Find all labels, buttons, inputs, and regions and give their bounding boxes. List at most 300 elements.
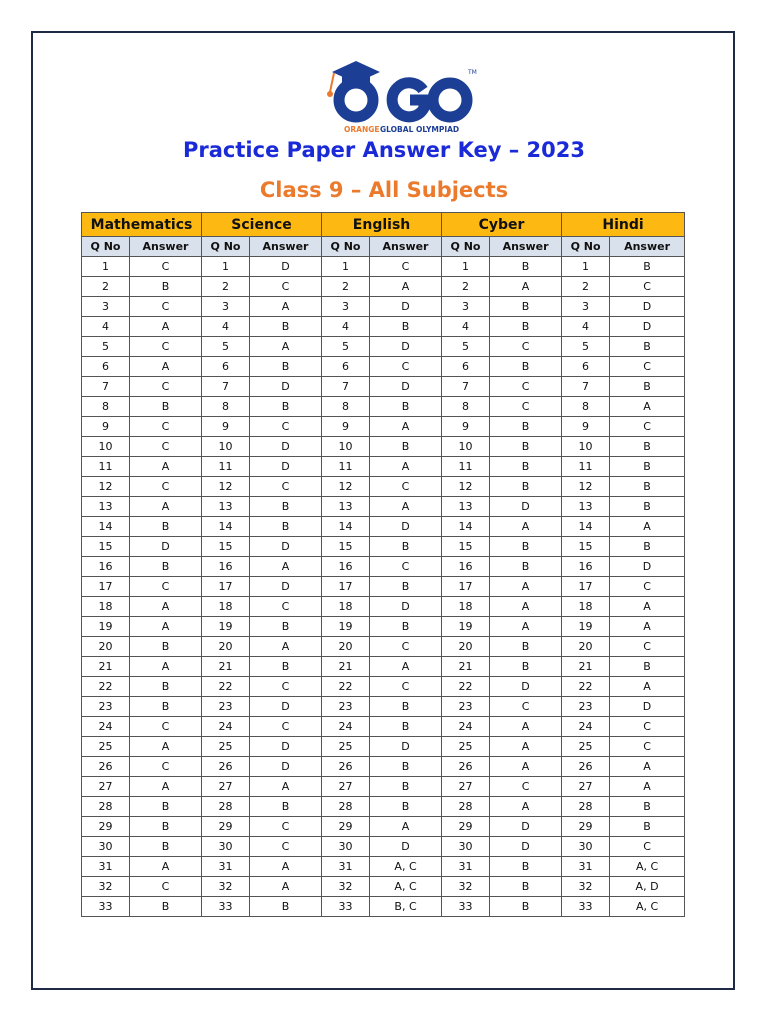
answer-cell: D: [370, 337, 442, 357]
qno-cell: 26: [82, 757, 130, 777]
table-row: [82, 657, 685, 677]
qno-cell: 15: [82, 537, 130, 557]
answer-cell: D: [490, 677, 562, 697]
table-row: [82, 277, 685, 297]
answer-cell: C: [130, 437, 202, 457]
qno-cell: 23: [442, 697, 490, 717]
answer-cell: D: [610, 297, 685, 317]
answer-cell: D: [250, 757, 322, 777]
qno-cell: 9: [82, 417, 130, 437]
qno-cell: 7: [562, 377, 610, 397]
qno-cell: 12: [442, 477, 490, 497]
qno-cell: 32: [562, 877, 610, 897]
table-row: [82, 457, 685, 477]
answer-cell: B: [490, 317, 562, 337]
qno-cell: 11: [322, 457, 370, 477]
qno-cell: 15: [322, 537, 370, 557]
answer-cell: A: [130, 357, 202, 377]
answer-cell: B: [490, 537, 562, 557]
answer-cell: B: [130, 837, 202, 857]
qno-cell: 25: [82, 737, 130, 757]
qno-cell: 8: [442, 397, 490, 417]
qno-cell: 30: [82, 837, 130, 857]
answer-cell: A: [490, 797, 562, 817]
qno-cell: 14: [82, 517, 130, 537]
qno-cell: 18: [322, 597, 370, 617]
answer-cell: D: [610, 317, 685, 337]
answer-cell: C: [130, 577, 202, 597]
qno-cell: 3: [322, 297, 370, 317]
qno-cell: 22: [562, 677, 610, 697]
qno-cell: 5: [322, 337, 370, 357]
answer-cell: A: [610, 397, 685, 417]
answer-cell: B: [490, 657, 562, 677]
qno-cell: 30: [442, 837, 490, 857]
table-row: [82, 317, 685, 337]
qno-cell: 18: [562, 597, 610, 617]
qno-cell: 6: [202, 357, 250, 377]
answer-cell: B: [130, 637, 202, 657]
qno-cell: 28: [202, 797, 250, 817]
answer-cell: A: [490, 717, 562, 737]
answer-cell: A: [250, 297, 322, 317]
answer-cell: D: [610, 557, 685, 577]
answer-cell: C: [490, 377, 562, 397]
answer-cell: C: [370, 477, 442, 497]
qno-cell: 30: [562, 837, 610, 857]
table-row: [82, 637, 685, 657]
qno-cell: 19: [322, 617, 370, 637]
answer-cell: B: [490, 357, 562, 377]
qno-header: Q No: [562, 237, 610, 257]
qno-header: Q No: [202, 237, 250, 257]
answer-cell: A: [370, 657, 442, 677]
page-title: Practice Paper Answer Key – 2023: [183, 138, 585, 162]
answer-cell: B: [250, 497, 322, 517]
svg-text:GLOBAL OLYMPIAD: GLOBAL OLYMPIAD: [380, 125, 460, 134]
qno-cell: 11: [202, 457, 250, 477]
qno-cell: 31: [442, 857, 490, 877]
qno-cell: 25: [562, 737, 610, 757]
qno-cell: 10: [82, 437, 130, 457]
answer-cell: D: [370, 837, 442, 857]
answer-cell: A: [130, 597, 202, 617]
table-row: [82, 717, 685, 737]
answer-cell: C: [370, 557, 442, 577]
answer-cell: D: [130, 537, 202, 557]
qno-cell: 12: [82, 477, 130, 497]
qno-cell: 15: [202, 537, 250, 557]
answer-cell: A: [370, 817, 442, 837]
answer-cell: B: [250, 617, 322, 637]
table-row: [82, 577, 685, 597]
answer-cell: A: [370, 277, 442, 297]
answer-cell: A: [250, 637, 322, 657]
subject-header: English: [322, 213, 442, 237]
qno-cell: 7: [82, 377, 130, 397]
table-row: [82, 257, 685, 277]
qno-cell: 27: [442, 777, 490, 797]
answer-cell: D: [250, 377, 322, 397]
qno-cell: 28: [442, 797, 490, 817]
answer-cell: C: [250, 597, 322, 617]
answer-cell: B: [610, 477, 685, 497]
answer-cell: B: [490, 637, 562, 657]
qno-cell: 18: [202, 597, 250, 617]
answer-cell: B: [610, 537, 685, 557]
answer-cell: A: [250, 857, 322, 877]
answer-cell: B: [610, 497, 685, 517]
subject-header: Science: [202, 213, 322, 237]
answer-cell: A: [130, 737, 202, 757]
qno-cell: 26: [562, 757, 610, 777]
answer-cell: D: [250, 537, 322, 557]
answer-cell: B: [610, 457, 685, 477]
page-subtitle: Class 9 – All Subjects: [259, 178, 509, 202]
answer-cell: A: [370, 497, 442, 517]
qno-cell: 23: [322, 697, 370, 717]
qno-cell: 28: [82, 797, 130, 817]
answer-cell: B: [130, 697, 202, 717]
answer-cell: A: [250, 877, 322, 897]
answer-cell: D: [250, 257, 322, 277]
answer-cell: B: [610, 817, 685, 837]
qno-cell: 21: [562, 657, 610, 677]
answer-cell: A, C: [610, 857, 685, 877]
qno-cell: 4: [562, 317, 610, 337]
answer-cell: A: [610, 777, 685, 797]
qno-cell: 27: [82, 777, 130, 797]
qno-cell: 26: [442, 757, 490, 777]
answer-cell: D: [250, 457, 322, 477]
qno-cell: 23: [82, 697, 130, 717]
answer-cell: A, C: [370, 857, 442, 877]
answer-cell: C: [250, 837, 322, 857]
qno-cell: 4: [202, 317, 250, 337]
answer-cell: D: [250, 577, 322, 597]
qno-cell: 6: [442, 357, 490, 377]
qno-cell: 2: [82, 277, 130, 297]
qno-cell: 26: [322, 757, 370, 777]
answer-cell: C: [250, 277, 322, 297]
answer-header: Answer: [370, 237, 442, 257]
answer-cell: B: [130, 797, 202, 817]
qno-cell: 16: [202, 557, 250, 577]
qno-cell: 5: [202, 337, 250, 357]
qno-cell: 29: [442, 817, 490, 837]
qno-cell: 7: [202, 377, 250, 397]
qno-cell: 9: [442, 417, 490, 437]
answer-cell: C: [130, 377, 202, 397]
answer-cell: B: [490, 437, 562, 457]
qno-cell: 24: [202, 717, 250, 737]
answer-header: Answer: [610, 237, 685, 257]
qno-cell: 10: [442, 437, 490, 457]
answer-cell: D: [370, 297, 442, 317]
qno-cell: 33: [322, 897, 370, 917]
answer-cell: A: [490, 277, 562, 297]
qno-header: Q No: [322, 237, 370, 257]
answer-cell: C: [610, 637, 685, 657]
answer-cell: C: [130, 717, 202, 737]
table-row: [82, 897, 685, 917]
qno-cell: 22: [322, 677, 370, 697]
table-row: [82, 757, 685, 777]
answer-cell: A: [610, 677, 685, 697]
qno-cell: 24: [562, 717, 610, 737]
answer-cell: B: [370, 777, 442, 797]
answer-rows: [82, 257, 685, 917]
qno-cell: 23: [562, 697, 610, 717]
answer-cell: B: [490, 257, 562, 277]
answer-cell: C: [610, 717, 685, 737]
qno-cell: 4: [82, 317, 130, 337]
qno-cell: 8: [562, 397, 610, 417]
qno-cell: 6: [82, 357, 130, 377]
qno-cell: 19: [202, 617, 250, 637]
answer-cell: B: [610, 337, 685, 357]
answer-cell: A: [130, 777, 202, 797]
qno-cell: 14: [562, 517, 610, 537]
answer-cell: C: [610, 417, 685, 437]
answer-cell: D: [370, 377, 442, 397]
answer-cell: D: [370, 597, 442, 617]
qno-cell: 3: [562, 297, 610, 317]
answer-cell: A: [370, 457, 442, 477]
table-row: [82, 857, 685, 877]
answer-cell: D: [250, 737, 322, 757]
qno-cell: 9: [322, 417, 370, 437]
answer-cell: D: [490, 817, 562, 837]
table-row: [82, 297, 685, 317]
table-row: [82, 337, 685, 357]
svg-text:ORANGE: ORANGE: [344, 125, 380, 134]
answer-cell: B: [370, 437, 442, 457]
qno-cell: 22: [202, 677, 250, 697]
qno-cell: 28: [562, 797, 610, 817]
qno-cell: 32: [322, 877, 370, 897]
answer-cell: C: [370, 677, 442, 697]
qno-cell: 1: [442, 257, 490, 277]
table-row: [82, 417, 685, 437]
qno-cell: 16: [562, 557, 610, 577]
qno-cell: 3: [442, 297, 490, 317]
qno-cell: 10: [202, 437, 250, 457]
qno-cell: 12: [202, 477, 250, 497]
qno-cell: 15: [442, 537, 490, 557]
answer-cell: C: [610, 277, 685, 297]
table-row: [82, 537, 685, 557]
qno-cell: 16: [82, 557, 130, 577]
qno-cell: 13: [82, 497, 130, 517]
qno-cell: 9: [562, 417, 610, 437]
answer-cell: A: [610, 617, 685, 637]
answer-cell: C: [610, 577, 685, 597]
qno-cell: 21: [442, 657, 490, 677]
subject-header-row: [82, 213, 685, 237]
answer-cell: B: [370, 617, 442, 637]
answer-header: Answer: [490, 237, 562, 257]
answer-cell: B: [610, 437, 685, 457]
answer-cell: B: [610, 257, 685, 277]
qno-cell: 29: [82, 817, 130, 837]
qno-cell: 14: [202, 517, 250, 537]
table-row: [82, 437, 685, 457]
subject-header: Hindi: [562, 213, 685, 237]
qno-cell: 2: [202, 277, 250, 297]
answer-header: Answer: [130, 237, 202, 257]
qno-cell: 25: [202, 737, 250, 757]
answer-cell: C: [130, 337, 202, 357]
answer-cell: A: [490, 577, 562, 597]
qno-cell: 8: [82, 397, 130, 417]
answer-cell: A: [490, 737, 562, 757]
qno-cell: 17: [202, 577, 250, 597]
qno-cell: 1: [562, 257, 610, 277]
qno-cell: 27: [562, 777, 610, 797]
qno-cell: 18: [442, 597, 490, 617]
answer-cell: B: [250, 797, 322, 817]
qno-cell: 1: [202, 257, 250, 277]
qno-cell: 19: [442, 617, 490, 637]
answer-cell: D: [370, 517, 442, 537]
answer-cell: D: [250, 697, 322, 717]
table-row: [82, 797, 685, 817]
qno-cell: 22: [82, 677, 130, 697]
answer-cell: B, C: [370, 897, 442, 917]
answer-cell: A: [250, 777, 322, 797]
qno-cell: 6: [562, 357, 610, 377]
qno-cell: 11: [562, 457, 610, 477]
qno-cell: 32: [202, 877, 250, 897]
subject-header: Mathematics: [82, 213, 202, 237]
qno-cell: 14: [442, 517, 490, 537]
table-row: [82, 557, 685, 577]
answer-cell: C: [130, 877, 202, 897]
qno-cell: 8: [322, 397, 370, 417]
answer-cell: D: [610, 697, 685, 717]
table-row: [82, 837, 685, 857]
qno-cell: 14: [322, 517, 370, 537]
table-row: [82, 617, 685, 637]
answer-cell: A: [370, 417, 442, 437]
qno-cell: 21: [202, 657, 250, 677]
qno-cell: 17: [562, 577, 610, 597]
answer-cell: D: [250, 437, 322, 457]
answer-cell: B: [250, 657, 322, 677]
qno-cell: 29: [562, 817, 610, 837]
qno-cell: 13: [202, 497, 250, 517]
answer-cell: B: [130, 517, 202, 537]
answer-cell: B: [610, 797, 685, 817]
qno-cell: 20: [82, 637, 130, 657]
answer-cell: B: [490, 857, 562, 877]
qno-cell: 33: [562, 897, 610, 917]
table-row: [82, 677, 685, 697]
qno-cell: 15: [562, 537, 610, 557]
qno-cell: 20: [322, 637, 370, 657]
answer-cell: A: [250, 557, 322, 577]
qno-cell: 20: [202, 637, 250, 657]
answer-cell: C: [250, 677, 322, 697]
ogo-logo: [320, 58, 480, 136]
answer-cell: C: [130, 297, 202, 317]
answer-cell: B: [490, 877, 562, 897]
answer-cell: B: [610, 657, 685, 677]
qno-cell: 31: [82, 857, 130, 877]
table-row: [82, 877, 685, 897]
qno-cell: 25: [442, 737, 490, 757]
qno-cell: 21: [82, 657, 130, 677]
qno-cell: 17: [82, 577, 130, 597]
answer-cell: C: [370, 637, 442, 657]
answer-cell: A: [490, 757, 562, 777]
qno-cell: 12: [562, 477, 610, 497]
qno-cell: 4: [322, 317, 370, 337]
qno-cell: 28: [322, 797, 370, 817]
table-row: [82, 777, 685, 797]
table-row: [82, 697, 685, 717]
answer-cell: B: [250, 357, 322, 377]
answer-cell: B: [370, 577, 442, 597]
qno-cell: 16: [322, 557, 370, 577]
answer-cell: B: [370, 697, 442, 717]
qno-cell: 4: [442, 317, 490, 337]
qno-cell: 10: [562, 437, 610, 457]
answer-cell: A: [130, 497, 202, 517]
answer-cell: B: [490, 897, 562, 917]
qno-cell: 8: [202, 397, 250, 417]
answer-cell: C: [130, 257, 202, 277]
qno-cell: 20: [562, 637, 610, 657]
qno-header: Q No: [442, 237, 490, 257]
table-row: [82, 397, 685, 417]
qno-cell: 5: [562, 337, 610, 357]
answer-cell: B: [610, 377, 685, 397]
answer-header: Answer: [250, 237, 322, 257]
answer-key-table: [81, 212, 685, 917]
table-row: [82, 497, 685, 517]
qno-cell: 26: [202, 757, 250, 777]
qno-cell: 21: [322, 657, 370, 677]
qno-cell: 13: [442, 497, 490, 517]
qno-cell: 7: [442, 377, 490, 397]
answer-cell: C: [130, 417, 202, 437]
qno-cell: 30: [202, 837, 250, 857]
qno-cell: 24: [82, 717, 130, 737]
qno-cell: 7: [322, 377, 370, 397]
qno-cell: 17: [322, 577, 370, 597]
svg-text:TM: TM: [468, 69, 477, 76]
qno-cell: 33: [442, 897, 490, 917]
qno-cell: 16: [442, 557, 490, 577]
answer-cell: C: [370, 357, 442, 377]
answer-cell: B: [490, 477, 562, 497]
answer-cell: B: [490, 457, 562, 477]
qno-cell: 9: [202, 417, 250, 437]
answer-cell: A: [490, 617, 562, 637]
table-row: [82, 477, 685, 497]
qno-cell: 2: [322, 277, 370, 297]
answer-cell: D: [490, 837, 562, 857]
qno-cell: 1: [322, 257, 370, 277]
qno-cell: 13: [322, 497, 370, 517]
answer-cell: B: [130, 897, 202, 917]
answer-cell: A: [610, 757, 685, 777]
answer-cell: C: [250, 477, 322, 497]
qno-cell: 2: [442, 277, 490, 297]
qno-cell: 33: [202, 897, 250, 917]
